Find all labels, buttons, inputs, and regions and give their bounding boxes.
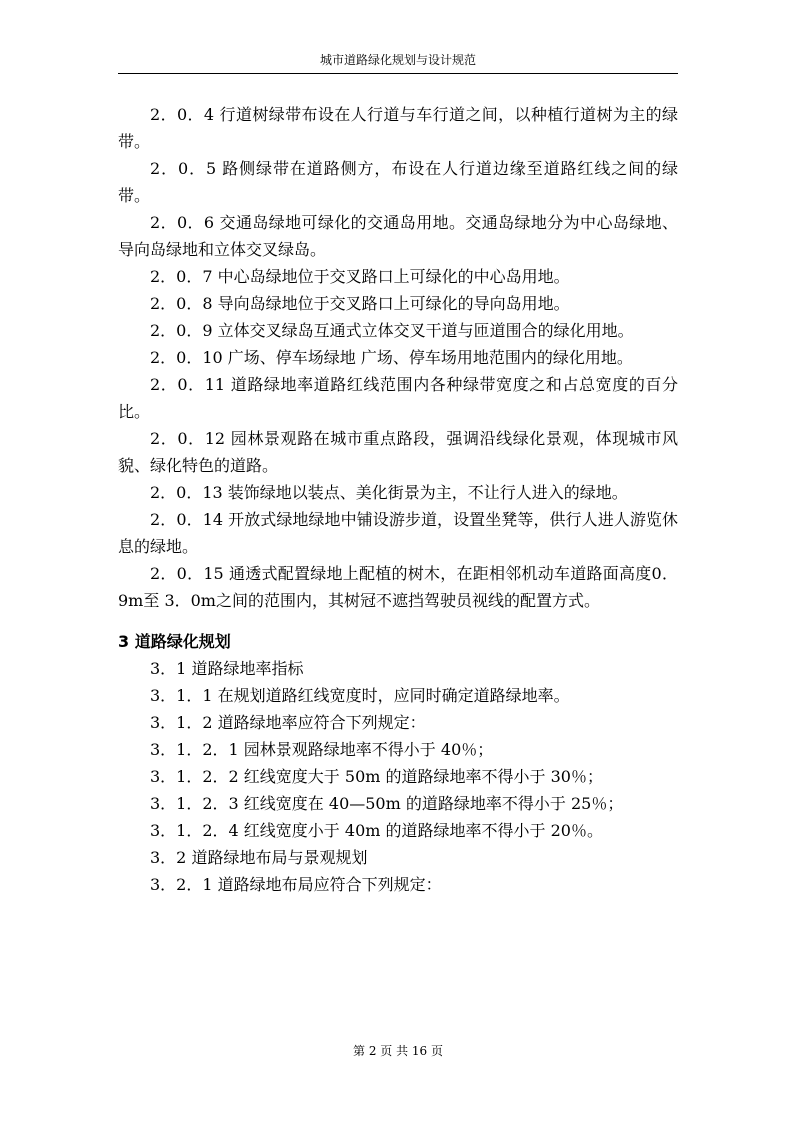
clause-3-1-2-4: 3．1．2．4 红线宽度小于 40m 的道路绿地率不得小于 20％。: [150, 821, 603, 840]
definition-2-0-12: 2．0．12 园林景观路在城市重点路段，强调沿线绿化景观，体现城市风貌、绿化特色的道路。: [118, 429, 678, 475]
definition-2-0-5: 2．0．5 路侧绿带在道路侧方，布设在人行道边缘至道路红线之间的绿带。: [118, 159, 678, 205]
definition-2-0-13: 2．0．13 装饰绿地以装点、美化街景为主，不让行人进入的绿地。: [150, 483, 628, 502]
clause-3-1-2: 3．1．2 道路绿地率应符合下列规定：: [150, 713, 426, 732]
definition-2-0-6: 2．0．6 交通岛绿地可绿化的交通岛用地。交通岛绿地分为中心岛绿地、导向岛绿地和立体交叉绿岛。: [118, 213, 678, 259]
clause-3-1-2-1: 3．1．2．1 园林景观路绿地率不得小于 40％；: [150, 740, 494, 759]
definition-2-0-4: 2．0．4 行道树绿带布设在人行道与车行道之间，以种植行道树为主的绿带。: [118, 105, 678, 151]
definition-2-0-10: 2．0．10 广场、停车场绿地 广场、停车场用地范围内的绿化用地。: [150, 348, 633, 367]
header-divider: [118, 73, 678, 74]
document-body: [118, 101, 678, 898]
clause-3-1-2-2: 3．1．2．2 红线宽度大于 50m 的道路绿地率不得小于 30％；: [150, 767, 603, 786]
page-header: 城市道路绿化规划与设计规范: [319, 53, 476, 67]
clause-3-1: 3．1 道路绿地率指标: [150, 659, 304, 678]
definition-2-0-8: 2．0．8 导向岛绿地位于交叉路口上可绿化的导向岛用地。: [150, 294, 570, 313]
clause-3-1-2-3: 3．1．2．3 红线宽度在 40—50m 的道路绿地率不得小于 25％；: [150, 794, 624, 813]
definition-2-0-11: 2．0．11 道路绿地率道路红线范围内各种绿带宽度之和占总宽度的百分比。: [118, 375, 678, 421]
section-heading: 3 道路绿化规划: [118, 632, 231, 651]
definition-2-0-15: 2．0．15 通透式配置绿地上配植的树木，在距相邻机动车道路面高度0．9m至 3．0m之间的范围内，其树冠不遮挡驾驶员视线的配置方式。: [118, 564, 678, 610]
definition-2-0-7: 2．0．7 中心岛绿地位于交叉路口上可绿化的中心岛用地。: [150, 267, 570, 286]
clause-3-1-1: 3．1．1 在规划道路红线宽度时，应同时确定道路绿地率。: [150, 686, 570, 705]
definition-2-0-14: 2．0．14 开放式绿地绿地中铺设游步道，设置坐凳等，供行人进人游览休息的绿地。: [118, 510, 678, 556]
clause-3-2-1: 3．2．1 道路绿地布局应符合下列规定：: [150, 875, 442, 894]
definition-2-0-9: 2．0．9 立体交叉绿岛互通式立体交叉干道与匝道围合的绿化用地。: [150, 321, 634, 340]
page-number: 第 2 页 共 16 页: [353, 1044, 443, 1058]
clause-3-2: 3．2 道路绿地布局与景观规划: [150, 848, 368, 867]
